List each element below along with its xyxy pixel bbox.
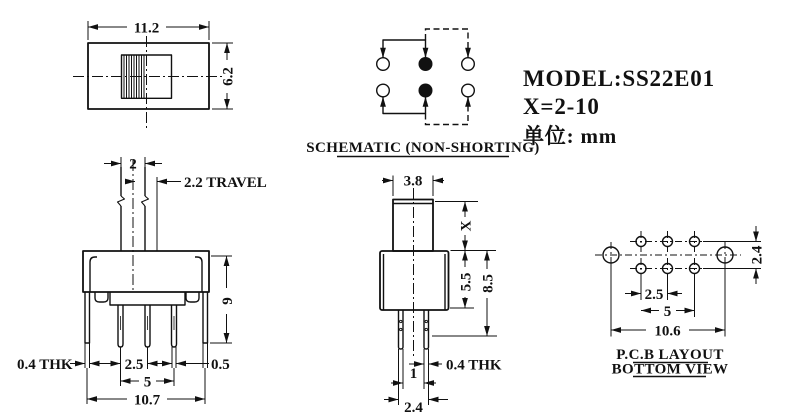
front-pins xyxy=(118,305,177,347)
x-range-text: X=2-10 xyxy=(523,94,600,119)
dim-front-thk-text: 0.4 THK xyxy=(17,357,73,373)
dim-side-body-height-text: 5.5 xyxy=(458,272,475,292)
contact-path-solid-top xyxy=(383,40,426,58)
dim-front-pin-span xyxy=(121,375,175,391)
contact-path-solid-bottom xyxy=(383,97,426,114)
front-housing-outline xyxy=(83,251,209,292)
model-info xyxy=(523,66,715,148)
dim-side-leg-span xyxy=(384,400,448,417)
dim-side-knob-height xyxy=(435,202,496,251)
terminal-common xyxy=(419,84,433,98)
pcb-title: P.C.B LAYOUT xyxy=(616,347,724,363)
front-base xyxy=(95,292,199,305)
dim-top-width-text: 11.2 xyxy=(133,20,160,37)
front-housing-inner xyxy=(90,257,202,292)
top-view xyxy=(73,21,237,130)
dim-side-knob-depth-text: 3.8 xyxy=(403,173,423,190)
dim-top-width xyxy=(88,21,209,41)
dim-side-leg-gap-text: 1 xyxy=(409,366,418,382)
dim-side-body-height xyxy=(450,251,475,309)
front-side-legs xyxy=(85,292,208,343)
dim-front-knob-width-text: 2 xyxy=(129,156,137,173)
dim-pcb-overall xyxy=(611,324,725,340)
dim-front-pin-span-text: 5 xyxy=(143,374,152,391)
pcb-subtitle: BOTTOM VIEW xyxy=(611,361,729,378)
dim-pcb-hole-pitch xyxy=(625,287,682,303)
units-text: 单位: mm xyxy=(523,124,618,148)
pcb-centerlines xyxy=(595,231,741,279)
dim-pcb-hole-pitch-text: 2.5 xyxy=(644,287,664,303)
dim-front-thk xyxy=(17,357,121,373)
terminal-open xyxy=(462,58,475,71)
schematic-label: SCHEMATIC (NON-SHORTING) xyxy=(306,140,540,156)
dim-front-height xyxy=(210,256,236,343)
dim-side-overall-height-text: 8.5 xyxy=(480,274,497,293)
dim-front-travel-text: 2.2 TRAVEL xyxy=(184,175,267,191)
terminal-common xyxy=(419,57,433,71)
dim-side-leg-span-text: 2.4 xyxy=(404,400,423,416)
schematic-view xyxy=(306,29,539,157)
dim-front-pin-width-text: 0.5 xyxy=(211,357,230,373)
dim-side-thk-text: 0.4 THK xyxy=(446,357,502,374)
pcb-view xyxy=(595,226,766,378)
dim-pcb-overall-text: 10.6 xyxy=(654,323,681,340)
dim-pcb-hole-span-text: 5 xyxy=(663,304,672,320)
front-view xyxy=(17,157,267,409)
dim-side-leg-gap xyxy=(391,366,436,383)
model-text: MODEL:SS22E01 xyxy=(523,66,715,91)
terminal-open xyxy=(462,84,475,97)
dim-side-knob-height-text: X xyxy=(458,220,475,232)
dim-pcb-hole-span xyxy=(641,304,695,320)
side-body-inner-walls xyxy=(384,254,446,310)
dim-front-pin-pitch xyxy=(125,357,172,373)
terminal-open xyxy=(377,84,390,97)
side-body xyxy=(380,251,449,310)
dim-pcb-row-pitch-text: 2.4 xyxy=(749,245,766,265)
terminal-open xyxy=(377,58,390,71)
dim-front-pin-pitch-text: 2.5 xyxy=(124,357,144,373)
dim-front-travel xyxy=(125,175,267,191)
dim-top-height-text: 6.2 xyxy=(220,67,237,86)
dim-side-thk xyxy=(409,358,502,374)
dim-front-height-text: 9 xyxy=(220,297,236,305)
dim-front-knob-width xyxy=(104,157,162,173)
dim-front-overall-text: 10.7 xyxy=(133,392,161,409)
dim-front-overall xyxy=(87,393,205,409)
contact-path-dashed-top xyxy=(426,29,469,58)
contact-path-dashed-bottom xyxy=(426,97,469,125)
side-view xyxy=(380,174,502,417)
